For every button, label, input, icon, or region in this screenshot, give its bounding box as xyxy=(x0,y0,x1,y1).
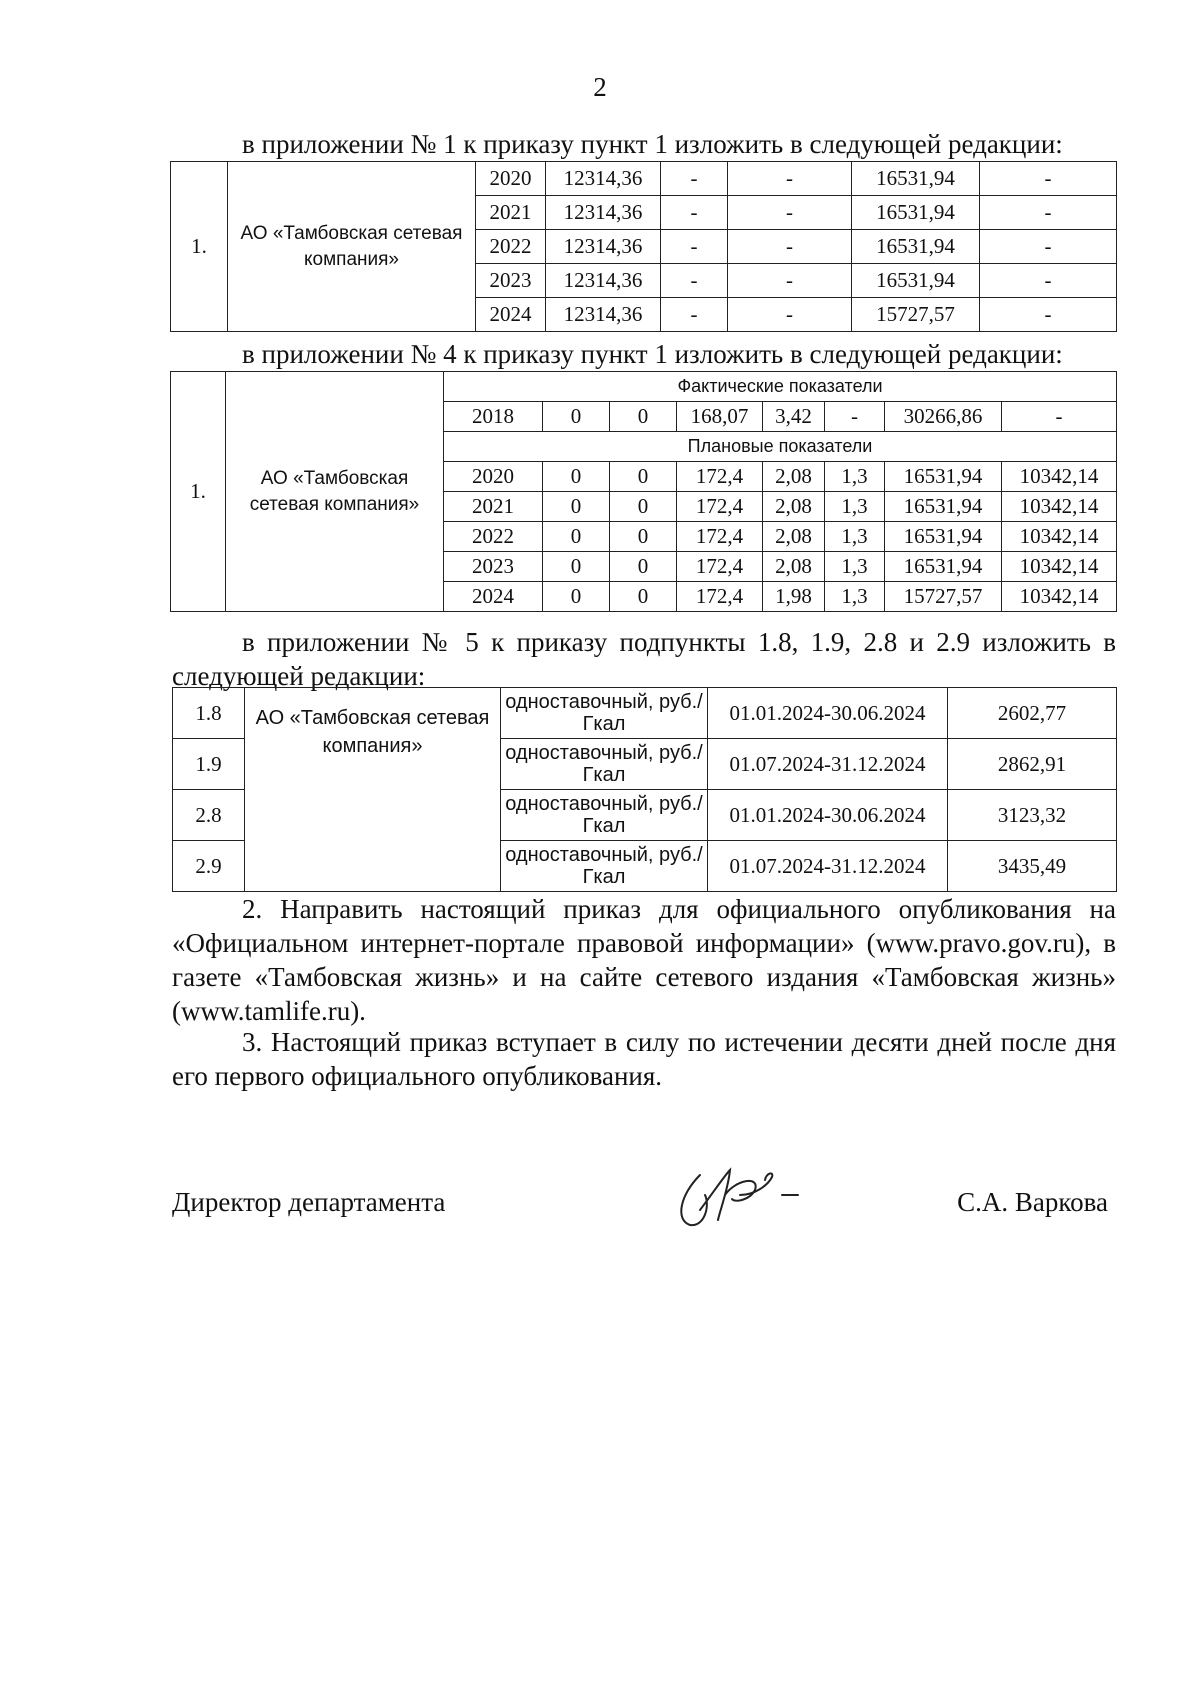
value-cell: 16531,94 xyxy=(852,230,980,264)
appendix1-table xyxy=(170,161,1117,332)
value-cell: 0 xyxy=(543,552,610,582)
signatory-name: С.А. Варкова xyxy=(957,1187,1108,1217)
value-cell: 16531,94 xyxy=(852,196,980,230)
signatory-position: Директор департамента xyxy=(172,1187,446,1217)
value-cell: 30266,86 xyxy=(885,402,1002,432)
value-cell: 2,08 xyxy=(763,552,825,582)
value-cell: 1,3 xyxy=(825,552,885,582)
value-cell: 10342,14 xyxy=(1002,462,1117,492)
year-cell: 2021 xyxy=(444,492,543,522)
tariff-type: одноставочный, руб./Гкал xyxy=(501,688,708,739)
value-cell: 172,4 xyxy=(677,582,763,612)
value-cell: 0 xyxy=(610,402,677,432)
handwritten-signature xyxy=(670,1165,820,1235)
section3-intro-line2: следующей редакции: xyxy=(172,661,426,691)
appendix5-table xyxy=(172,687,1117,892)
value-cell: 1,3 xyxy=(825,462,885,492)
tariff-period: 01.07.2024-31.12.2024 xyxy=(708,841,948,892)
table-group-header xyxy=(171,372,1117,402)
section2-intro: в приложении № 4 к приказу пункт 1 изложить в следующей редакции: xyxy=(242,339,1063,369)
value-cell: - xyxy=(980,196,1117,230)
value-cell: 15727,57 xyxy=(852,298,980,332)
value-cell: 16531,94 xyxy=(885,492,1002,522)
year-cell: 2023 xyxy=(476,264,546,298)
tariff-value: 2862,91 xyxy=(948,739,1117,790)
value-cell: 16531,94 xyxy=(852,162,980,196)
value-cell: 10342,14 xyxy=(1002,492,1117,522)
value-cell: 15727,57 xyxy=(885,582,1002,612)
tariff-type: одноставочный, руб./Гкал xyxy=(501,790,708,841)
tariff-value: 3435,49 xyxy=(948,841,1117,892)
value-cell: 0 xyxy=(610,552,677,582)
tariff-value: 3123,32 xyxy=(948,790,1117,841)
value-cell: 1,3 xyxy=(825,582,885,612)
value-cell: 16531,94 xyxy=(885,552,1002,582)
value-cell: 168,07 xyxy=(677,402,763,432)
tariff-period: 01.01.2024-30.06.2024 xyxy=(708,790,948,841)
year-cell: 2021 xyxy=(476,196,546,230)
row-number: 1. xyxy=(171,162,228,332)
tariff-type: одноставочный, руб./Гкал xyxy=(501,841,708,892)
value-cell: 12314,36 xyxy=(546,162,661,196)
value-cell: - xyxy=(1002,402,1117,432)
year-cell: 2024 xyxy=(444,582,543,612)
value-cell: - xyxy=(825,402,885,432)
page-number: 2 xyxy=(593,72,607,102)
year-cell: 2023 xyxy=(444,552,543,582)
value-cell: 0 xyxy=(610,522,677,552)
value-cell: 0 xyxy=(610,462,677,492)
value-cell: 1,3 xyxy=(825,522,885,552)
value-cell: 0 xyxy=(543,492,610,522)
year-cell: 2018 xyxy=(444,402,543,432)
value-cell: 172,4 xyxy=(677,522,763,552)
company-name: АО «Тамбовская сетевая компания» xyxy=(228,162,476,332)
value-cell: 2,08 xyxy=(763,462,825,492)
value-cell: 0 xyxy=(610,582,677,612)
company-name: АО «Тамбовская сетевая компания» xyxy=(245,688,501,892)
tariff-value: 2602,77 xyxy=(948,688,1117,739)
year-cell: 2020 xyxy=(476,162,546,196)
value-cell: 16531,94 xyxy=(885,522,1002,552)
value-cell: 12314,36 xyxy=(546,196,661,230)
value-cell: - xyxy=(661,264,728,298)
value-cell: - xyxy=(980,162,1117,196)
section1-intro: в приложении № 1 к приказу пункт 1 изложить в следующей редакции: xyxy=(242,129,1063,159)
section3-intro-line1: в приложении № 5 к приказу подпункты 1.8, 1.9, 2.8 и 2.9 изложить в xyxy=(242,627,1116,657)
value-cell: - xyxy=(980,264,1117,298)
value-cell: 3,42 xyxy=(763,402,825,432)
value-cell: 0 xyxy=(543,522,610,552)
subitem-number: 1.8 xyxy=(173,688,245,739)
group-header: Плановые показатели xyxy=(444,432,1117,462)
group-header: Фактические показатели xyxy=(444,372,1117,402)
value-cell: - xyxy=(980,230,1117,264)
subitem-number: 1.9 xyxy=(173,739,245,790)
paragraph-2: 2. Направить настоящий приказ для официального опубликования на «Официальном интернет-портале правовой информации» (www.pravo.gov.ru), в газете «Тамбовская жизнь» и на сайте сетевого издания «Тамбовская жизнь» (www.tamlife.ru). xyxy=(172,894,1116,1026)
value-cell: 0 xyxy=(543,402,610,432)
value-cell: 10342,14 xyxy=(1002,552,1117,582)
tariff-period: 01.01.2024-30.06.2024 xyxy=(708,688,948,739)
value-cell: - xyxy=(728,196,852,230)
subitem-number: 2.9 xyxy=(173,841,245,892)
value-cell: 10342,14 xyxy=(1002,582,1117,612)
value-cell: 0 xyxy=(543,462,610,492)
year-cell: 2020 xyxy=(444,462,543,492)
paragraph-3: 3. Настоящий приказ вступает в силу по истечении десяти дней после дня его первого официального опубликования. xyxy=(172,1027,1116,1091)
value-cell: 172,4 xyxy=(677,462,763,492)
tariff-type: одноставочный, руб./Гкал xyxy=(501,739,708,790)
value-cell: - xyxy=(980,298,1117,332)
year-cell: 2024 xyxy=(476,298,546,332)
tariff-period: 01.07.2024-31.12.2024 xyxy=(708,739,948,790)
value-cell: 1,3 xyxy=(825,492,885,522)
value-cell: 2,08 xyxy=(763,492,825,522)
value-cell: 12314,36 xyxy=(546,298,661,332)
value-cell: 16531,94 xyxy=(852,264,980,298)
value-cell: - xyxy=(728,162,852,196)
row-number: 1. xyxy=(171,372,226,612)
year-cell: 2022 xyxy=(476,230,546,264)
value-cell: 12314,36 xyxy=(546,230,661,264)
value-cell: 2,08 xyxy=(763,522,825,552)
company-name: АО «Тамбовская сетевая компания» xyxy=(226,372,444,612)
value-cell: - xyxy=(661,298,728,332)
value-cell: 16531,94 xyxy=(885,462,1002,492)
value-cell: 1,98 xyxy=(763,582,825,612)
value-cell: - xyxy=(728,264,852,298)
value-cell: 12314,36 xyxy=(546,264,661,298)
value-cell: 0 xyxy=(610,492,677,522)
year-cell: 2022 xyxy=(444,522,543,552)
value-cell: - xyxy=(661,162,728,196)
value-cell: 172,4 xyxy=(677,552,763,582)
table-row xyxy=(173,688,1117,739)
value-cell: 10342,14 xyxy=(1002,522,1117,552)
subitem-number: 2.8 xyxy=(173,790,245,841)
value-cell: - xyxy=(728,298,852,332)
appendix4-table xyxy=(170,371,1117,612)
value-cell: 172,4 xyxy=(677,492,763,522)
value-cell: 0 xyxy=(543,582,610,612)
table-row xyxy=(171,162,1117,196)
value-cell: - xyxy=(661,196,728,230)
value-cell: - xyxy=(661,230,728,264)
value-cell: - xyxy=(728,230,852,264)
